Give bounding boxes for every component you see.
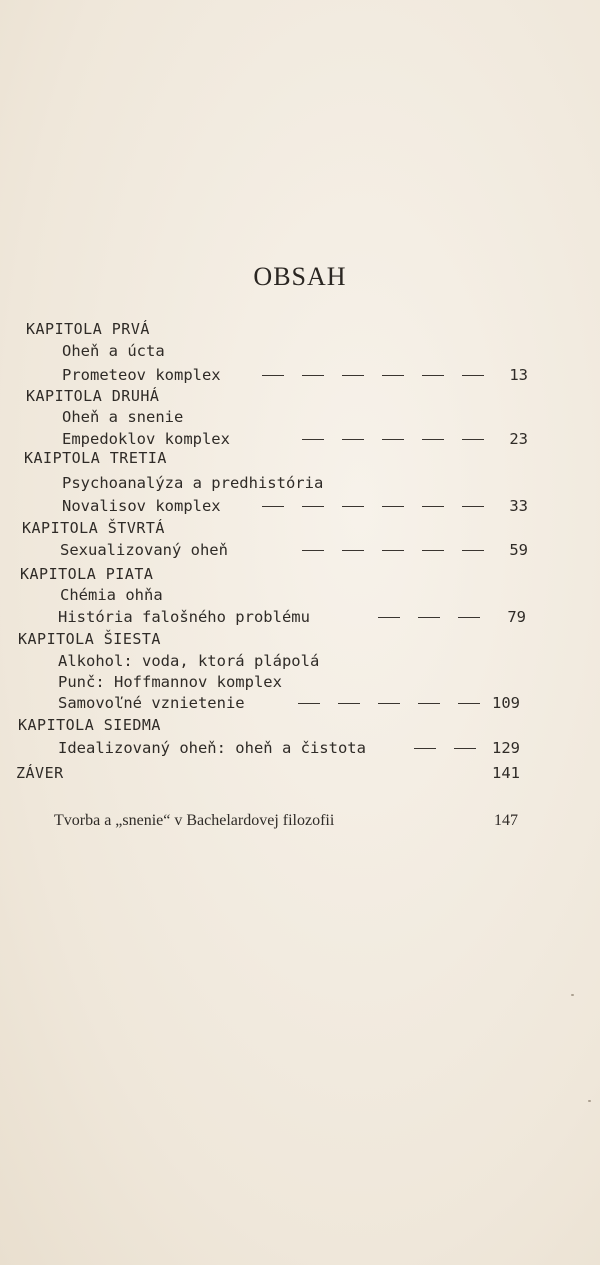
toc-entry-row: [0, 364, 600, 386]
toc-entry: Psychoanalýza a predhistória: [62, 474, 324, 492]
leader-dashes: [298, 692, 498, 714]
chapter-heading: KAIPTOLA TRETIA: [24, 449, 167, 467]
page-number: 129: [492, 739, 520, 757]
page-number: 13: [509, 366, 528, 384]
chapter-heading: KAPITOLA ŠTVRTÁ: [22, 519, 165, 537]
toc-entry: Alkohol: voda, ktorá plápolá: [58, 652, 320, 670]
page-number: 147: [494, 812, 518, 829]
toc-entry: Chémia ohňa: [60, 586, 163, 604]
chapter-heading: KAPITOLA SIEDMA: [18, 716, 161, 734]
chapter-heading: KAPITOLA DRUHÁ: [26, 387, 160, 405]
chapter-heading: KAPITOLA PIATA: [20, 565, 154, 583]
leader-dashes: [262, 364, 502, 386]
leader-dashes: [262, 495, 502, 517]
toc-entry-row: [0, 737, 600, 759]
toc-entry-row: [0, 495, 600, 517]
page-number: 59: [509, 541, 528, 559]
chapter-heading: KAPITOLA ŠIESTA: [18, 630, 161, 648]
appendix-entry: Tvorba a „snenie“ v Bachelardovej filozofii: [54, 812, 335, 829]
toc-entry: Prometeov komplex: [62, 366, 221, 384]
page-number: 141: [492, 764, 520, 782]
paper-speck: [588, 1100, 591, 1102]
paper-speck: [571, 994, 574, 996]
leader-dashes: [302, 428, 502, 450]
conclusion-heading: ZÁVER: [16, 764, 64, 782]
toc-entry: História falošného problému: [58, 608, 310, 626]
page-number: 109: [492, 694, 520, 712]
toc-entry: Idealizovaný oheň: oheň a čistota: [58, 739, 366, 757]
toc-entry: Oheň a snenie: [62, 408, 184, 426]
page-number: 79: [507, 608, 526, 626]
page-title: OBSAH: [253, 262, 347, 291]
page-number: 23: [509, 430, 528, 448]
leader-dashes: [302, 539, 502, 561]
chapter-heading: KAPITOLA PRVÁ: [26, 320, 150, 338]
toc-entry-row: [0, 606, 600, 628]
toc-entry: Empedoklov komplex: [62, 430, 230, 448]
toc-entry: Sexualizovaný oheň: [60, 541, 228, 559]
toc-entry: Samovoľné vznietenie: [58, 694, 245, 712]
toc-entry: Punč: Hoffmannov komplex: [58, 673, 282, 691]
toc-entry-row: [0, 762, 600, 784]
page-number: 33: [509, 497, 528, 515]
toc-entry: Oheň a úcta: [62, 342, 165, 360]
toc-entry-row: [0, 692, 600, 714]
toc-entry-row: [0, 810, 600, 832]
toc-entry: Novalisov komplex: [62, 497, 221, 515]
toc-entry-row: [0, 539, 600, 561]
